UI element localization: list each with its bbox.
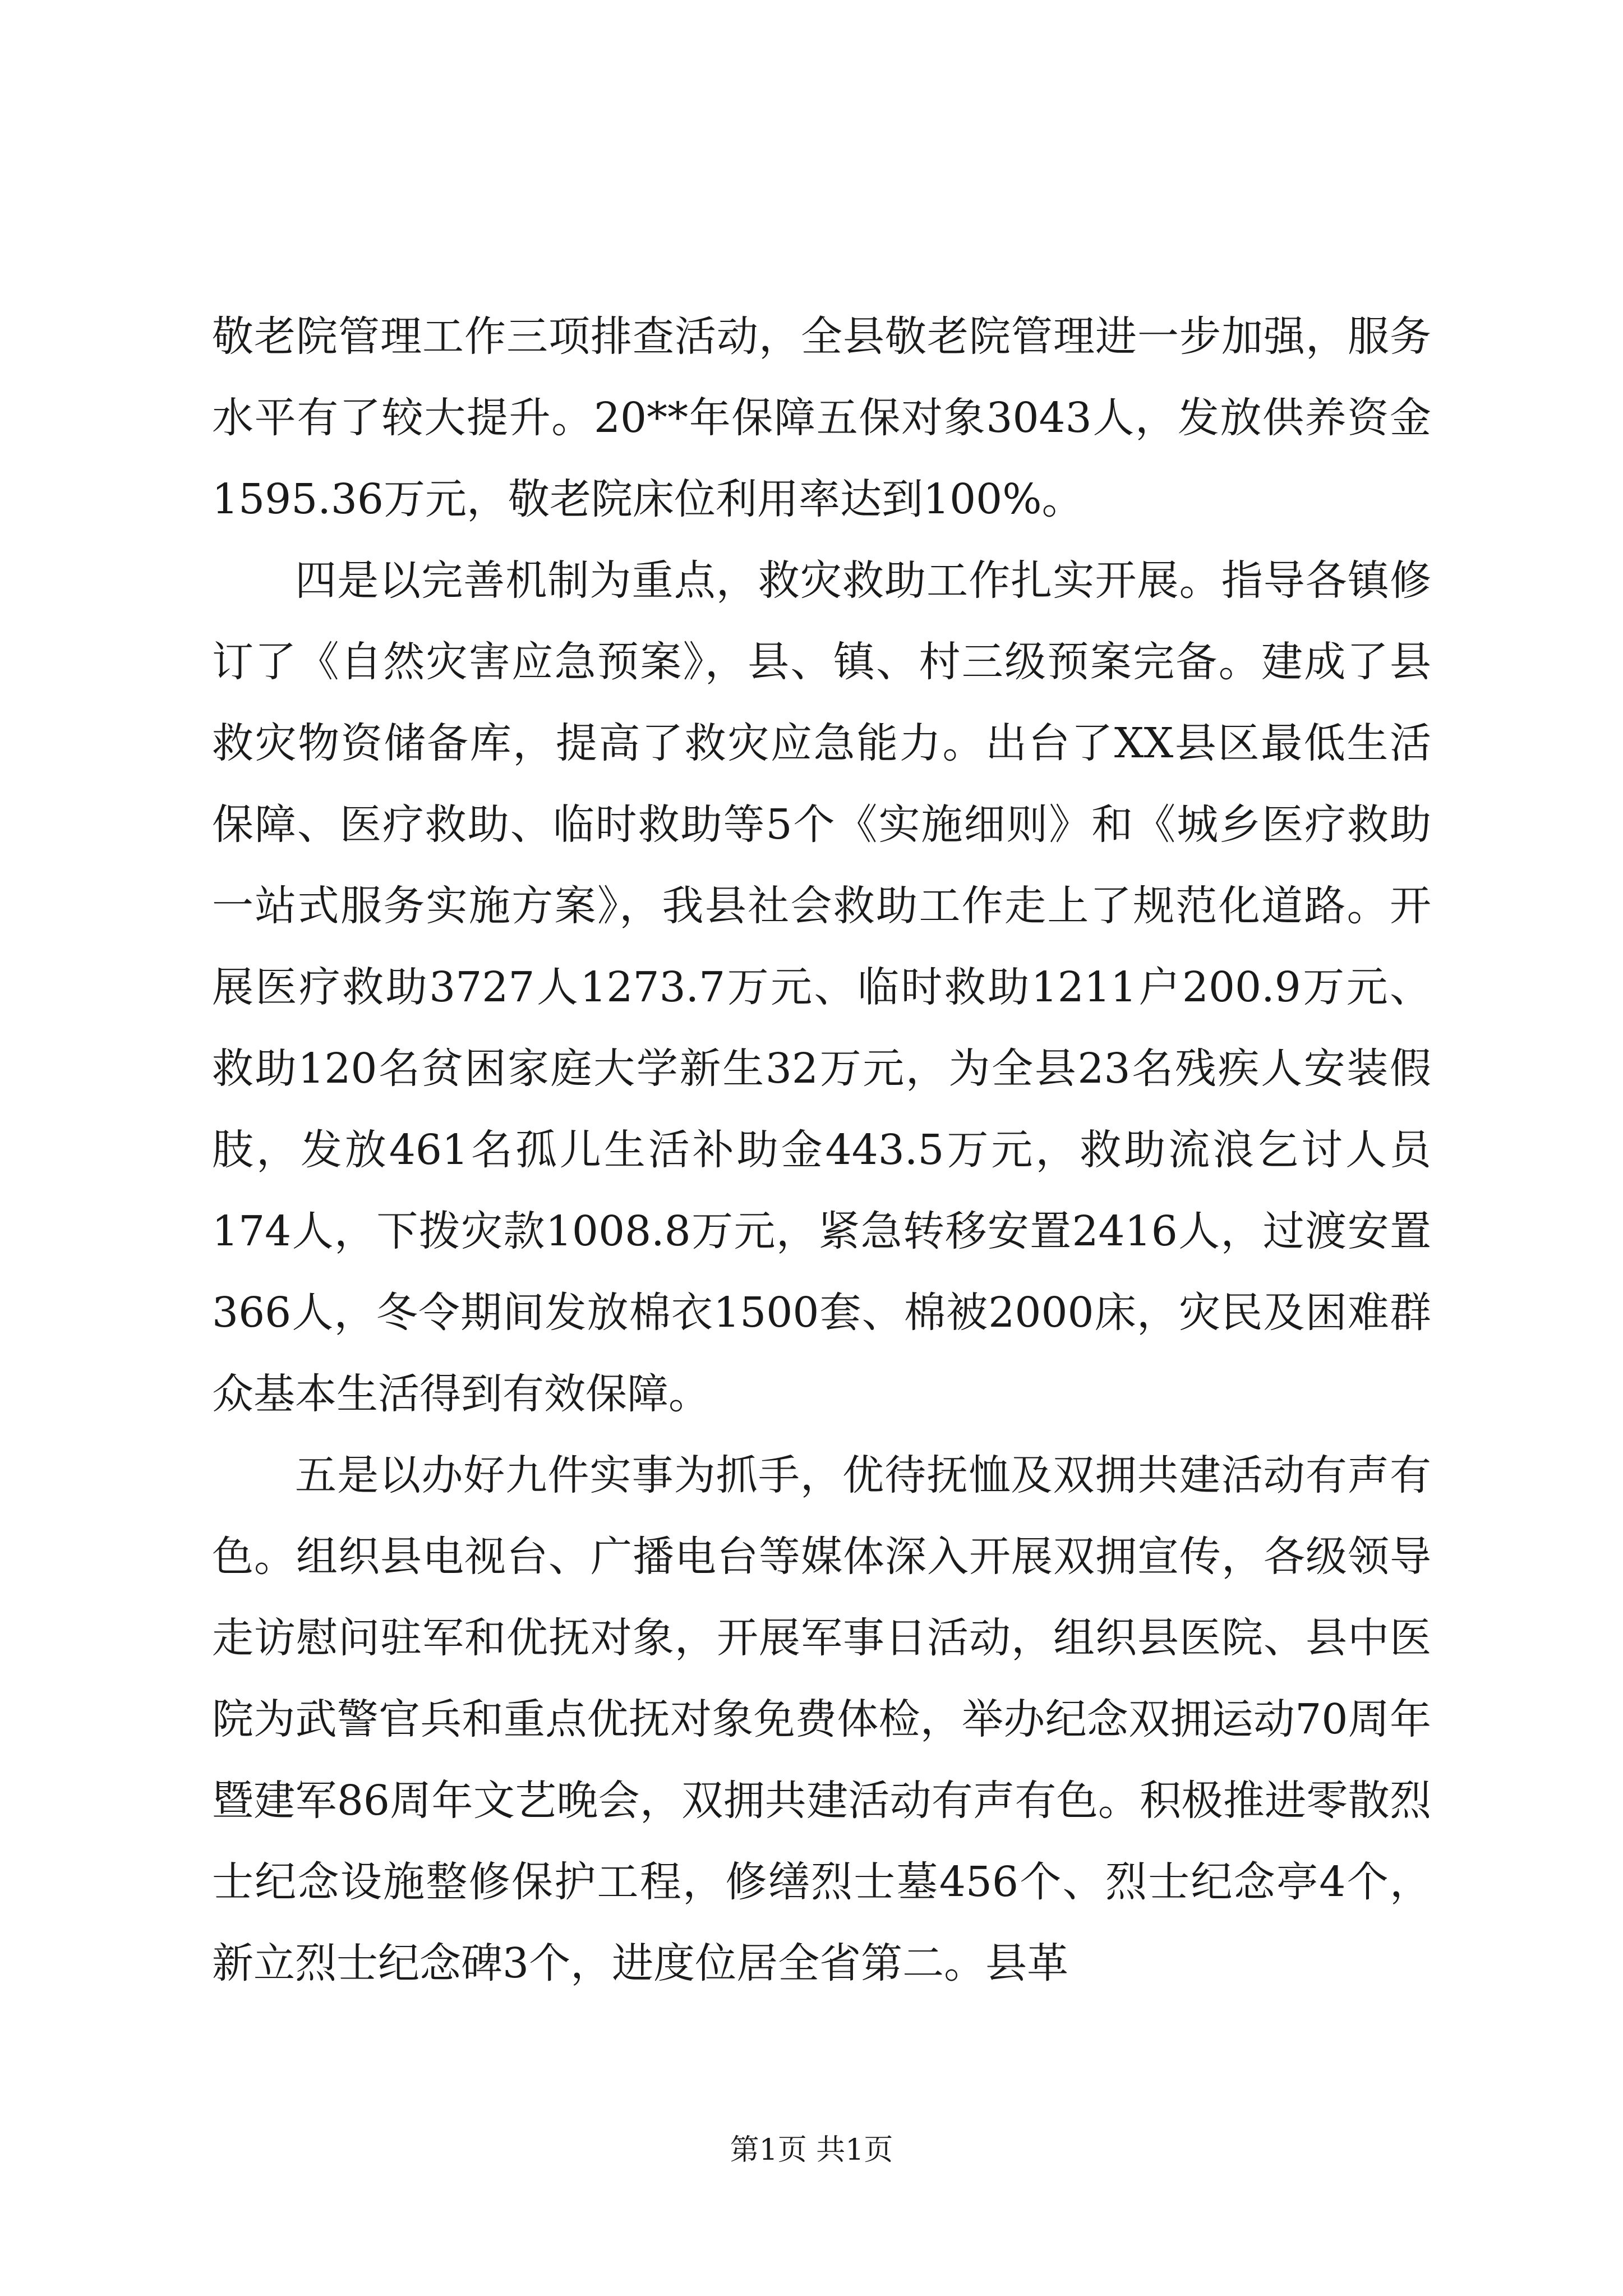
body-text <box>212 296 1431 2004</box>
paragraph-preferential-care: 五是以办好九件实事为抓手，优待抚恤及双拥共建活动有声有色。组织县电视台、广播电台等媒体深入开展双拥宣传，各级领导走访慰问驻军和优抚对象，开展军事日活动，组织县医院、县中医院为武警官兵和重点优抚对象免费体检，举办纪念双拥运动70周年暨建军86周年文艺晚会，双拥共建活动有声有色。积极推进零散烈士纪念设施整修保护工程，修缮烈士墓456个、烈士纪念亭4个，新立烈士纪念碑3个，进度位居全省第二。县革 <box>212 1451 1431 1987</box>
paragraph-continuation: 敬老院管理工作三项排查活动，全县敬老院管理进一步加强，服务水平有了较大提升。20**年保障五保对象3043人，发放供养资金1595.36万元，敬老院床位利用率达到100%。 <box>212 312 1431 523</box>
page-number-footer: 第1页 共1页 <box>730 2133 893 2167</box>
paragraph-disaster-relief: 四是以完善机制为重点，救灾救助工作扎实开展。指导各镇修订了《自然灾害应急预案》，县、镇、村三级预案完备。建成了县救灾物资储备库，提高了救灾应急能力。出台了XX县区最低生活保障、医疗救助、临时救助等5个《实施细则》和《城乡医疗救助一站式服务实施方案》，我县社会救助工作走上了规范化道路。开展医疗救助3727人1273.7万元、临时救助1211户200.9万元、救助120名贫困家庭大学新生32万元，为全县23名残疾人安装假肢，发放461名孤儿生活补助金443.5万元，救助流浪乞讨人员174人，下拨灾款1008.8万元，紧急转移安置2416人，过渡安置366人，冬令期间发放棉衣1500套、棉被2000床，灾民及困难群众基本生活得到有效保障。 <box>212 556 1431 1418</box>
